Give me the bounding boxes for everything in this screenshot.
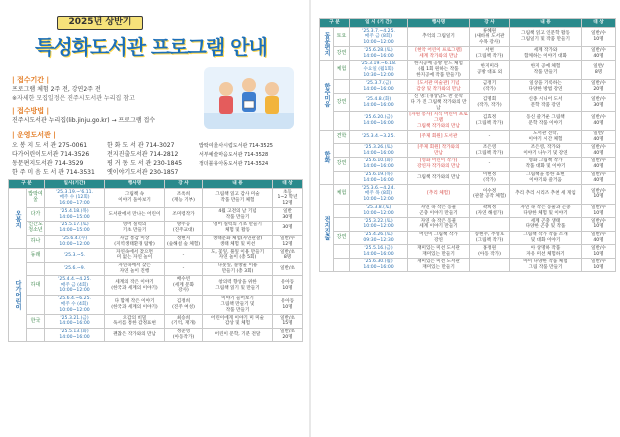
sub-category-cell: 다가 bbox=[27, 208, 45, 222]
instructor-cell: - bbox=[470, 130, 510, 144]
table-row bbox=[320, 204, 616, 218]
date-cell: '25.5.13.(화) 14:00~16:00 bbox=[45, 328, 105, 342]
instructor-cell: 류혜원 (새바위 도서관 수목 강사) bbox=[470, 28, 510, 47]
left-page bbox=[0, 0, 309, 437]
date-cell: '25.4.18.(목) 14:00~15:00 bbox=[45, 208, 105, 222]
instructor-cell: 최승희 (기억, 재개) bbox=[165, 315, 203, 329]
content-cell: 그림책 읽고 인문학 활동 그림일기 및 작품 만들기 bbox=[510, 28, 582, 47]
sub-category-cell: 견학 bbox=[334, 130, 350, 144]
event-cell: 괜찮은 작가와의 만남 bbox=[105, 328, 165, 342]
event-cell: 자연속에서 찾으면 미 없는 자연 놀이 bbox=[105, 249, 165, 263]
content-cell: 그림책 작가 작품 소개 및 대화 이야기 bbox=[510, 231, 582, 245]
column-header: 구 분 bbox=[9, 180, 45, 189]
date-cell: '25.6.10.(화) 14:00~16:00 bbox=[350, 157, 408, 171]
instructor-cell: 금정기 (작가) bbox=[470, 80, 510, 94]
target-cell: 초등 1~2 학년 12명 bbox=[273, 189, 303, 208]
content-cell: 아 상명하 작품 자유 미션 체험하기 bbox=[510, 245, 582, 259]
sub-category-cell bbox=[334, 112, 350, 130]
date-cell: '25.6.30.(월) 14:00~16:00 bbox=[350, 258, 408, 272]
library-entry: 오 봉 지 도 서 관 275-0061 bbox=[12, 142, 88, 149]
event-cell: 도서관에서 만나는 어린이 bbox=[105, 208, 165, 222]
signup-line-1: 프로그램 체험 2주 전, 강연2주 전 bbox=[12, 86, 101, 93]
target-cell: 일반/수 40명 bbox=[582, 231, 616, 245]
library-entry: 전지진출도서관 714-2812 bbox=[107, 151, 179, 158]
sub-category-cell: 체험 bbox=[334, 185, 350, 204]
target-cell: 일반/수 10명 bbox=[582, 204, 616, 218]
table-row bbox=[320, 93, 616, 111]
content-cell: 4월 고전의 날 기념 작품 만들기 bbox=[203, 208, 273, 222]
event-cell: 세계의 작은 이야기 (한국과 세계의 이야기) bbox=[105, 276, 165, 295]
instructor-cell: - bbox=[165, 249, 203, 263]
target-cell: 일반/수 40명 bbox=[582, 47, 616, 61]
target-cell: 유아동 10명 bbox=[273, 295, 303, 314]
method-heading: | 접수방법 | bbox=[12, 107, 50, 115]
sub-category-cell: 강연 bbox=[334, 157, 350, 171]
sub-category-cell: 하나 bbox=[27, 235, 45, 249]
table-row bbox=[320, 47, 616, 61]
sub-category-cell bbox=[334, 80, 350, 94]
target-cell: 일반/수 30명 bbox=[582, 93, 616, 111]
event-cell: 그림책 작가와의 만남 bbox=[408, 171, 470, 185]
table-row bbox=[9, 295, 303, 314]
content-cell: 아이 다양한 작품 체험 그림 작품 만들기 bbox=[510, 258, 582, 272]
instructor-cell: - bbox=[470, 157, 510, 171]
category-cell: 한주미음 bbox=[320, 60, 334, 130]
instructor-cell: 조미령작가 bbox=[165, 208, 203, 222]
target-cell: 일반/수 40명 bbox=[582, 157, 616, 171]
library-entry: 옛이야기도서관 230-1857 bbox=[107, 169, 179, 176]
table-row bbox=[9, 328, 303, 342]
sub-category-cell: 한국 bbox=[27, 315, 45, 329]
sub-category-cell: 강연 bbox=[334, 47, 350, 61]
date-cell: '25.4.26.(토) 09:30~12:30 bbox=[350, 231, 408, 245]
target-cell: 일반/초 15명 bbox=[273, 315, 303, 329]
library-entry: 서부예술마음도서관 714-3528 bbox=[199, 152, 269, 158]
instructor-cell: 곽희정 (자연 해설가) bbox=[470, 204, 510, 218]
instructor-cell: 김명회 (작가, 작가) bbox=[470, 93, 510, 111]
table-row bbox=[320, 218, 616, 232]
library-entry: 평 거 동 도 서 관 230-1845 bbox=[107, 160, 183, 167]
venue-heading: | 운영도서관 | bbox=[12, 131, 56, 139]
table-row bbox=[320, 60, 616, 79]
sub-category-cell: 하대 bbox=[27, 276, 45, 295]
instructor-cell: 이현정 (작가) bbox=[470, 171, 510, 185]
content-cell: 이야기 들어보기 그림책 만들기 및 작품 만들기 bbox=[203, 295, 273, 314]
event-cell: 그림책 속 이야기 돌아보기 bbox=[105, 189, 165, 208]
event-cell: [주제 회원] 작가와의 만남 bbox=[408, 144, 470, 158]
table-row bbox=[9, 249, 303, 263]
content-cell: 조은영, 작가와 이야기 나누기 및 강연 bbox=[510, 144, 582, 158]
date-cell: '25.3.7.~4.25. 매주 금 (8회) 10:00~12:00 bbox=[350, 28, 408, 47]
sub-category-cell bbox=[334, 258, 350, 272]
event-cell: [현악 어린이 프로그램] 세계 작가와의 만남 bbox=[408, 47, 470, 61]
sub-category-cell bbox=[27, 328, 45, 342]
column-header: 대 상 bbox=[273, 180, 303, 189]
target-cell: 일반/초 8명 bbox=[273, 249, 303, 263]
target-cell: 일반/ 40명 bbox=[582, 130, 616, 144]
column-header: 일 시 (기 간) bbox=[350, 19, 408, 28]
library-entry: 다가어린이도서관 714-3526 bbox=[12, 151, 90, 158]
event-cell: 다 함께 작은 이야기 (한국과 세계의 이야기) bbox=[105, 295, 165, 314]
category-cell: 다가어린이 bbox=[9, 249, 27, 342]
library-entry: 정더블유아동도서관 714-3524 bbox=[199, 161, 269, 167]
instructor-cell: 조은영 (그림책 작가) bbox=[470, 144, 510, 158]
date-cell: '25.3.22.(토) 10:00~12:00 bbox=[350, 218, 408, 232]
library-entry: 한 화 도 서 관 714-3027 bbox=[107, 142, 175, 149]
content-cell: 동신 즐거운 그림책 문학 작품 이야기 bbox=[510, 112, 582, 130]
date-cell: '25.6.19.(목) 14:00~16:00 bbox=[350, 171, 408, 185]
table-row bbox=[320, 28, 616, 47]
table-row bbox=[320, 112, 616, 130]
event-cell: 자연 속 작은 동물 세계 이야기 만들기 bbox=[408, 218, 470, 232]
event-cell: 어린이 그림책 작가 강연 bbox=[408, 231, 470, 245]
content-cell: 생태문화 체험(자연관찰) 생태 체험 및 미션 bbox=[203, 235, 273, 249]
date-cell: '25.6.28.(토) 14:00~16:00 bbox=[350, 47, 408, 61]
instructor-cell: 이수정 (관찰 공작 체험) bbox=[470, 185, 510, 204]
content-cell: 창의력 향상을 위한 그림책 읽기 및 만들기 bbox=[203, 276, 273, 295]
content-cell: 그림책 읽고 감사 미술 작품 만들기 체험 bbox=[203, 189, 273, 208]
instructor-cell: 송현주, 추성호 (그림책 작가) bbox=[470, 231, 510, 245]
date-cell: '25.6.20.(금) 14:00~16:00 bbox=[350, 112, 408, 130]
event-cell: 추억의 그림일기 bbox=[408, 28, 470, 47]
table-row bbox=[320, 231, 616, 245]
table-row bbox=[9, 208, 303, 222]
sub-category-cell bbox=[334, 218, 350, 232]
table-row bbox=[9, 235, 303, 249]
content-cell: 세계 곤충 생태 다양한 곤충 및 작품 bbox=[510, 218, 582, 232]
instructor-cell: 방주공 (진주교대) bbox=[165, 221, 203, 235]
event-cell: 한지공예 공방 만드 체험 (월 1회 원하는 작품 한지공예 작품 만들기) bbox=[408, 60, 470, 79]
date-cell: '25.3.~5. bbox=[45, 249, 105, 263]
sub-category-cell: 체험 bbox=[334, 60, 350, 79]
content-cell: 추리 추리 시리즈 추천 세 게임 bbox=[510, 185, 582, 204]
sub-category-cell: 강연 bbox=[334, 231, 350, 245]
event-cell: 오감의 비밀 독서를 통한 감정표현 bbox=[105, 315, 165, 329]
sub-category-cell bbox=[27, 262, 45, 276]
event-cell: 영어 실력의 기초 만들기 bbox=[105, 221, 165, 235]
category-cell: 오봉지 bbox=[9, 189, 27, 249]
sub-category-cell: 토요 bbox=[334, 28, 350, 47]
content-cell: 도, 꽃잎, 풀잎 이용 만들기 자연 놀이 (총 5회) bbox=[203, 249, 273, 263]
event-cell: 재미있는 미션 도서관 재미있는 만들기 bbox=[408, 258, 470, 272]
table-row bbox=[9, 221, 303, 235]
method-line-1: 진주시도서관 누리집(lib.jinju.go.kr) → 프로그램 접수 bbox=[12, 117, 156, 124]
library-entry: 밥딱여울사시럽도서관 714-3525 bbox=[199, 143, 273, 149]
event-cell: 신 명: [경상남도 찬 문학 다 가 진 그림책 작가와의 만남 bbox=[408, 93, 470, 111]
date-cell: '25.6.4.(수) 10:00~12:00 bbox=[45, 235, 105, 249]
content-cell: 그림책을 통한 표현 이야기와 즐거움 bbox=[510, 171, 582, 185]
table-row bbox=[320, 80, 616, 94]
target-cell: 일반/수 40명 bbox=[582, 144, 616, 158]
category-cell: 동문편지 bbox=[320, 28, 334, 61]
right-program-table bbox=[319, 18, 616, 272]
target-cell: 30명 bbox=[273, 221, 303, 235]
target-cell: 일반/초 20명 bbox=[273, 328, 303, 342]
column-header: 구 분 bbox=[320, 19, 350, 28]
date-cell: '25.3.6.~4.24. 매주 목 (8회) 10:00~12:00 bbox=[350, 185, 408, 204]
instructor-cell: 김정희 (진주 여성) bbox=[165, 295, 203, 314]
date-cell: '25.4.8.(화) 14:00~16:00 bbox=[350, 93, 408, 111]
event-cell: [영화 어린이 작가] 강연자 작가와의 만남 bbox=[408, 157, 470, 171]
target-cell: 일반/수 10명 bbox=[582, 218, 616, 232]
event-cell: [도서관 미술관] 기념 감상 및 작가와의 만남 bbox=[408, 80, 470, 94]
date-cell: '25.3.21.(금) 14:00~16:00 bbox=[45, 315, 105, 329]
date-cell: '25.5.17.(토) 14:00~15:00 bbox=[45, 221, 105, 235]
sub-category-cell bbox=[27, 295, 45, 314]
table-row bbox=[320, 258, 616, 272]
event-cell: 자연 속 작은 동물 곤충 이야기 만들기 bbox=[408, 204, 470, 218]
instructor-cell: 배수빈 (세계 문화 강사) bbox=[165, 276, 203, 295]
library-entry: 동문편지도서관 714-3529 bbox=[12, 160, 84, 167]
column-header: 대 상 bbox=[582, 19, 616, 28]
column-header: 강 사 bbox=[470, 19, 510, 28]
column-header: 내 용 bbox=[510, 19, 582, 28]
table-row bbox=[320, 144, 616, 158]
column-header: 내 용 bbox=[203, 180, 273, 189]
sub-category-cell bbox=[334, 144, 350, 158]
date-cell: '25.3.4.~3.25. bbox=[350, 130, 408, 144]
right-page bbox=[311, 0, 620, 437]
date-cell: '25.5.16.(금) 14:00~16:00 bbox=[350, 245, 408, 259]
content-cell: 도서관 견학, 이야기 시간 체험 bbox=[510, 130, 582, 144]
content-cell: 나뭇잎, 솔방울 이용 만들기 (총 3회) bbox=[203, 262, 273, 276]
date-cell: '25.4.4.~4.25. 매주 금 (4회) 10:00~12:00 bbox=[45, 276, 105, 295]
target-cell: 일반/수 20명 bbox=[582, 80, 616, 94]
date-cell: '25.3.8.(토) 10:00~12:00 bbox=[350, 204, 408, 218]
table-row bbox=[320, 157, 616, 171]
target-cell: 일반/수 10명 bbox=[582, 245, 616, 259]
target-cell: 일반/수 40명 bbox=[582, 171, 616, 185]
content-cell: 일상을 기록하는 다양한 방법 강연 bbox=[510, 80, 582, 94]
content-cell: 자연 속 작은 동물과 곤충 다양한 체험 및 이야기 bbox=[510, 204, 582, 218]
sub-category-cell: 동래 bbox=[27, 249, 45, 263]
event-cell: [자원 봉사] 지식 어린이 프로그램 그림책 작가와의 만남 bbox=[409, 112, 468, 129]
content-cell: 영화 그림책 작가 작품 대화 및 이야기 bbox=[510, 157, 582, 171]
date-cell: '25.3.19.~'6.11. 매주 수 (12회) 16:00~17:00 bbox=[45, 189, 105, 208]
table-row bbox=[320, 185, 616, 204]
signup-heading: | 접수기간 | bbox=[12, 76, 50, 84]
sub-category-cell: 강연 bbox=[334, 93, 350, 111]
content-cell: 신종 시니어 도서 문학 작품 강연 bbox=[510, 93, 582, 111]
library-entry: 한 주 미 음 도 서 관 714-3531 bbox=[12, 169, 95, 176]
table-header-row bbox=[320, 19, 616, 28]
event-cell: 자급 통감 이상 (지역생태환경 탐방) bbox=[105, 235, 165, 249]
target-cell: 유아동 10명 bbox=[273, 276, 303, 295]
sub-category-cell bbox=[334, 245, 350, 259]
target-cell: 일반/초 bbox=[273, 262, 303, 276]
target-cell: 일반/수 10명 bbox=[582, 28, 616, 47]
target-cell: 일반/수 40명 bbox=[582, 112, 616, 130]
table-row bbox=[320, 245, 616, 259]
event-cell: 재미있는 미션 도서관 재미있는 만들기 bbox=[408, 245, 470, 259]
target-cell: 일반 30명 bbox=[273, 208, 303, 222]
event-cell: 자연속에서 찾는 자연 놀이 진행 bbox=[105, 262, 165, 276]
event-cell: [추리 체험] bbox=[408, 185, 470, 204]
table-row bbox=[9, 315, 303, 329]
column-header: 일시(기간) bbox=[45, 180, 105, 189]
sub-category-cell bbox=[334, 204, 350, 218]
target-cell: 일반/수 10명 bbox=[582, 185, 616, 204]
date-cell: '25.3.26.(토) 14:00~16:00 bbox=[350, 144, 408, 158]
content-cell: 세계 작가와 함께하는 이야기 대화 bbox=[510, 47, 582, 61]
instructor-cell: 성현지 (숲해설 숲 체험) bbox=[165, 235, 203, 249]
category-cell: 전지진출 bbox=[320, 185, 334, 272]
date-cell: '25.6.4.~6.25. 매주 수 (4회) 10:00~12:00 bbox=[45, 295, 105, 314]
table-row bbox=[320, 171, 616, 185]
target-cell: 일반/수 10명 bbox=[582, 258, 616, 272]
target-cell: 일반/ 8명 bbox=[582, 60, 616, 79]
content-cell: 영어 실력의 기초 만들기 체험 및 활동 bbox=[203, 221, 273, 235]
table-header-row bbox=[9, 180, 303, 189]
date-cell: '25.3.19.~6.18. 수요일 (월1회) 10:30~12:00 bbox=[350, 60, 408, 79]
column-header: 행사명 bbox=[105, 180, 165, 189]
content-cell: 한지 공예 체험 작품 만들기 bbox=[510, 60, 582, 79]
event-cell: [주제 회원] 도서관 bbox=[408, 130, 470, 144]
category-cell: 한화 bbox=[320, 130, 334, 184]
instructor-cell: - bbox=[165, 262, 203, 276]
instructor-cell bbox=[470, 258, 510, 272]
sub-category-cell: 밥딱여울 bbox=[27, 189, 45, 208]
signup-line-2: ※자세한 모집일정은 진주시도서관 누리집 참고 bbox=[12, 95, 135, 102]
reading-illustration bbox=[204, 67, 294, 129]
instructor-cell: 홍정원 (아동 작가) bbox=[470, 245, 510, 259]
column-header: 강 사 bbox=[165, 180, 203, 189]
target-cell: 일반/수 12명 bbox=[273, 235, 303, 249]
content-cell: 어린이 문학, 기분 전달 bbox=[203, 328, 273, 342]
table-row bbox=[9, 189, 303, 208]
column-header: 행사명 bbox=[408, 19, 470, 28]
instructor-cell: 서현 (그림책 작가) bbox=[470, 47, 510, 61]
date-cell: '25.6.~9. bbox=[45, 262, 105, 276]
sub-category-cell bbox=[334, 171, 350, 185]
season-badge: 2025년 상반기 bbox=[57, 16, 143, 30]
instructor-cell: 한지미라 공방 대표 외 bbox=[470, 60, 510, 79]
left-program-table bbox=[8, 179, 303, 342]
table-row bbox=[9, 276, 303, 295]
content-cell: 어린이에게 이야기 미 미술 감상 및 체험 bbox=[203, 315, 273, 329]
sub-category-cell: 인간도 청소년 bbox=[28, 221, 43, 234]
date-cell: '25.3.7.(금) 14:00~16:00 bbox=[350, 80, 408, 94]
instructor-cell bbox=[470, 218, 510, 232]
table-row bbox=[9, 262, 303, 276]
table-row bbox=[320, 130, 616, 144]
instructor-cell: 정준영 (아동작가) bbox=[165, 328, 203, 342]
instructor-cell: 조옥희 (재능 기부) bbox=[165, 189, 203, 208]
page-title: 특성화도서관 프로그램 안내 bbox=[35, 35, 267, 59]
instructor-cell: 김효정 (그림책 작가) bbox=[470, 112, 510, 130]
